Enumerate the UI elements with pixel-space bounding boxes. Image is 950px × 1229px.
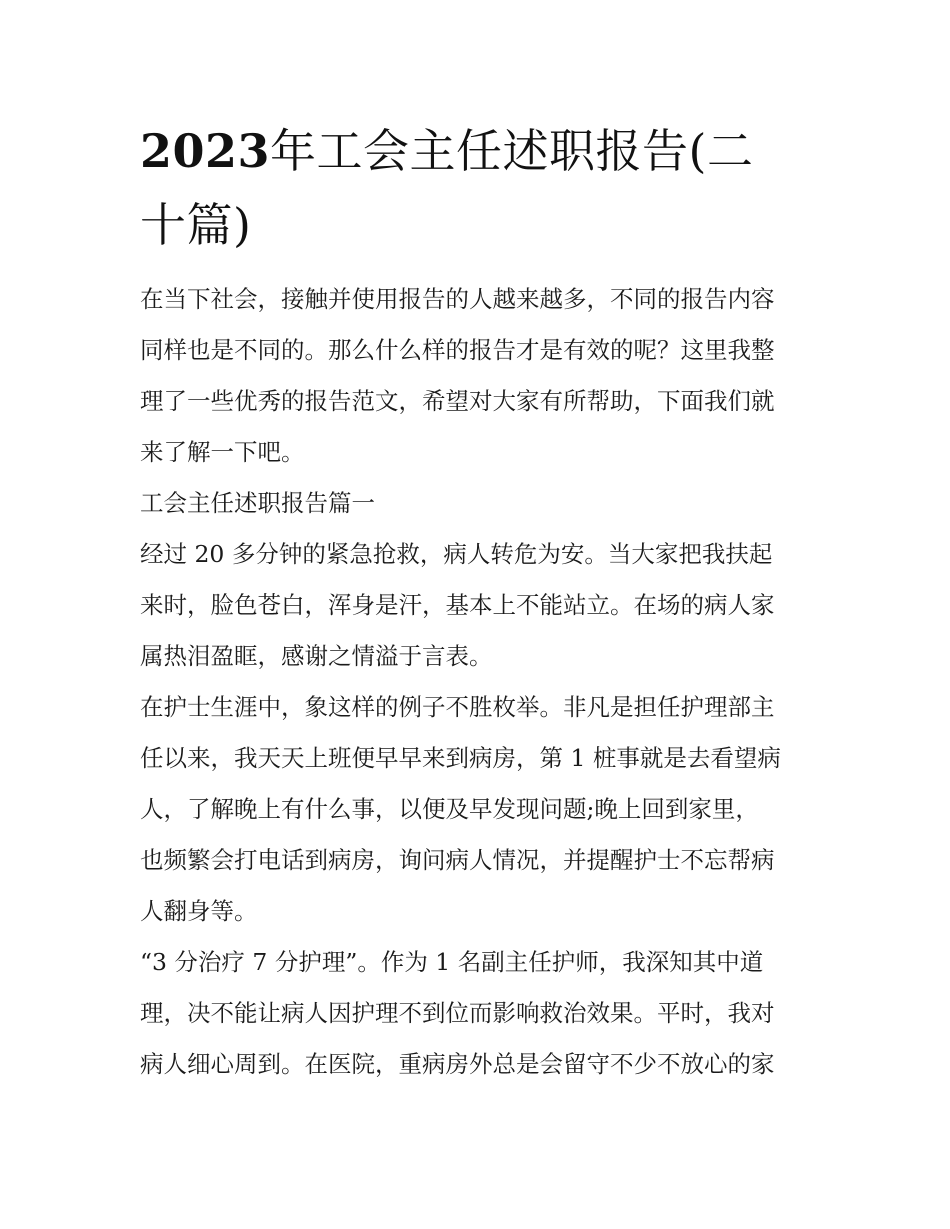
text-line: 来时，脸色苍白，浑身是汗，基本上不能站立。在场的病人家 — [140, 591, 775, 619]
text-line: 经过 20 多分钟的紧急抢救，病人转危为安。当大家把我扶起 — [140, 540, 773, 568]
text-line: 病人细心周到。在医院，重病房外总是会留守不少不放心的家 — [140, 1050, 775, 1078]
text-line: 理，决不能让病人因护理不到位而影响救治效果。平时，我对 — [140, 999, 775, 1027]
text-line: 理了一些优秀的报告范文，希望对大家有所帮助，下面我们就 — [140, 387, 775, 415]
text-line: 在当下社会，接触并使用报告的人越来越多，不同的报告内容 — [140, 285, 775, 313]
text-line: 来了解一下吧。 — [140, 438, 305, 466]
body-paragraph-3 — [140, 937, 812, 1090]
text-line: 属热泪盈眶，感谢之情溢于言表。 — [140, 642, 493, 670]
text-line: 在护士生涯中，象这样的例子不胜枚举。非凡是担任护理部主 — [140, 693, 775, 721]
section-heading: 工会主任述职报告篇一 — [140, 489, 375, 517]
body-paragraph-1 — [140, 529, 812, 682]
document-body — [140, 114, 812, 1090]
text-line: 同样也是不同的。那么什么样的报告才是有效的呢？这里我整 — [140, 336, 775, 364]
body-paragraph-2 — [140, 682, 812, 937]
document-title — [140, 114, 812, 262]
text-line: 人翻身等。 — [140, 897, 258, 925]
title-line-2: 十篇) — [140, 198, 252, 252]
title-text: 年工会主任述职报告(二 — [270, 124, 754, 178]
text-line: “3 分治疗 7 分护理”。作为 1 名副主任护师，我深知其中道 — [140, 948, 764, 976]
text-line: 人，了解晚上有什么事，以便及早发现问题;晚上回到家里， — [140, 795, 759, 823]
text-line: 也频繁会打电话到病房，询问病人情况，并提醒护士不忘帮病 — [140, 846, 775, 874]
title-year: 2023 — [140, 124, 271, 178]
text-line: 任以来，我天天上班便早早来到病房，第 1 桩事就是去看望病 — [140, 744, 781, 772]
title-line-1 — [140, 114, 812, 188]
intro-paragraph — [140, 274, 812, 478]
